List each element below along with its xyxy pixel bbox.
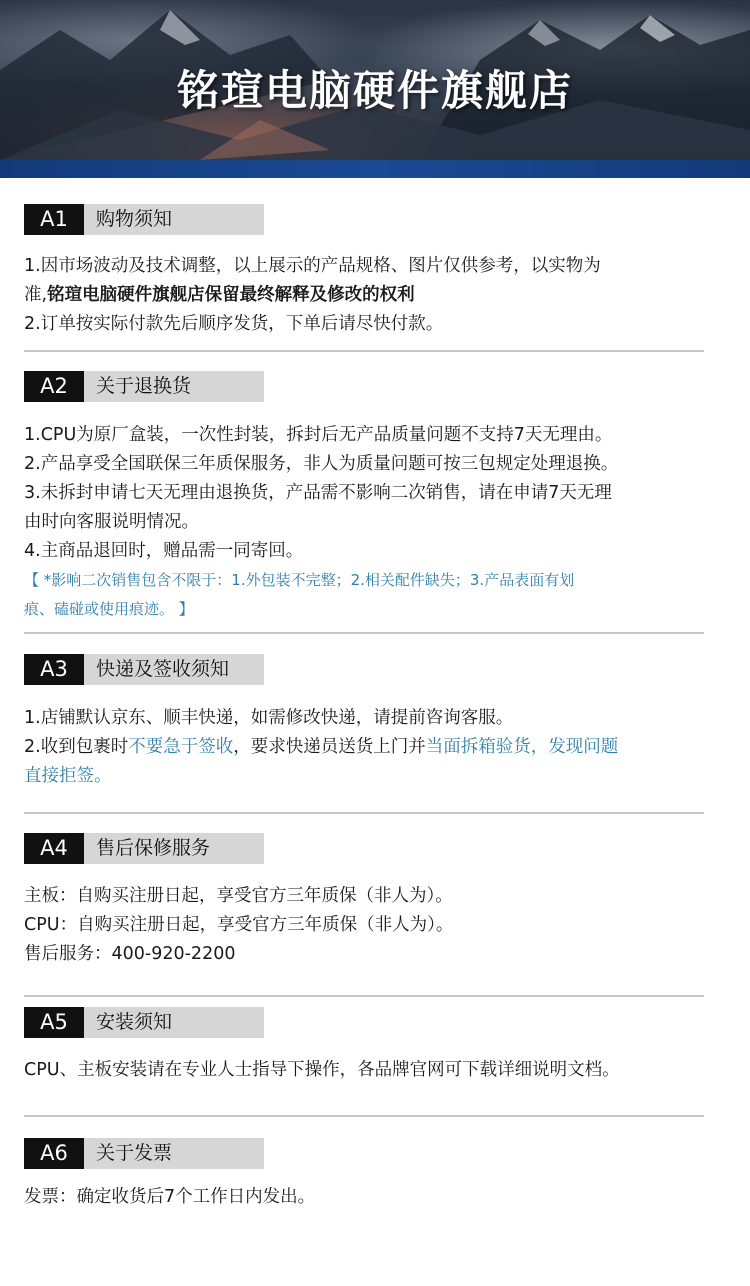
section-title: 购物须知 <box>84 204 264 235</box>
section-header <box>24 1138 264 1169</box>
section-code: A6 <box>24 1138 84 1169</box>
text-line: 1.CPU为原厂盒装，一次性封装，拆封后无产品质量问题不支持7天无理由。 <box>24 425 613 445</box>
text-line: 4.主商品退回时，赠品需一同寄回。 <box>24 541 304 561</box>
section-title: 快递及签收须知 <box>84 654 264 685</box>
section-returns <box>24 371 706 624</box>
section-title: 售后保修服务 <box>84 833 264 864</box>
section-code: A4 <box>24 833 84 864</box>
text-line: 主板：自购买注册日起，享受官方三年质保（非人为）。 <box>24 886 453 906</box>
section-divider <box>24 995 704 997</box>
section-divider <box>24 812 704 814</box>
text-line: 1.店铺默认京东、顺丰快递，如需修改快递，请提前咨询客服。 <box>24 708 514 728</box>
highlight-text: 直接拒签。 <box>24 766 112 786</box>
text-fragment: 准, <box>24 285 48 305</box>
text-line: 发票：确定收货后7个工作日内发出。 <box>24 1187 316 1207</box>
section-code: A5 <box>24 1007 84 1038</box>
section-warranty <box>24 833 706 969</box>
section-title: 安装须知 <box>84 1007 264 1038</box>
section-invoice <box>24 1138 706 1212</box>
text-line: 由时向客服说明情况。 <box>24 512 199 532</box>
text-line: 2.订单按实际付款先后顺序发货，下单后请尽快付款。 <box>24 314 444 334</box>
highlight-text: 当面拆箱验货，发现问题 <box>425 737 619 757</box>
section-delivery <box>24 654 706 791</box>
section-header <box>24 833 264 864</box>
text-line: CPU：自购买注册日起，享受官方三年质保（非人为）。 <box>24 915 454 935</box>
section-title: 关于发票 <box>84 1138 264 1169</box>
section-divider <box>24 1115 704 1117</box>
section-installation <box>24 1007 706 1085</box>
section-code: A3 <box>24 654 84 685</box>
service-phone: 售后服务：400-920-2200 <box>24 944 236 964</box>
section-header <box>24 1007 264 1038</box>
text-line <box>24 733 706 762</box>
header-accent-bar <box>0 160 750 178</box>
section-header <box>24 654 264 685</box>
bold-text-fragment: 铭瑄电脑硬件旗舰店保留最终解释及修改的权利 <box>47 285 415 305</box>
store-title: 铭瑄电脑硬件旗舰店 <box>176 66 573 115</box>
text-fragment: ，要求快递员送货上门并 <box>233 737 426 757</box>
text-line: 1.因市场波动及技术调整，以上展示的产品规格、图片仅供参考，以实物为 <box>24 256 601 276</box>
highlight-text: 不要急于签收 <box>128 737 234 757</box>
section-code: A1 <box>24 204 84 235</box>
header-banner <box>0 0 750 160</box>
section-divider <box>24 632 704 634</box>
note-line: 痕、磕碰或使用痕迹。 】 <box>24 600 194 618</box>
section-code: A2 <box>24 371 84 402</box>
section-header <box>24 371 264 402</box>
text-fragment: 2.收到包裹时 <box>24 737 129 757</box>
text-line: 2.产品享受全国联保三年质保服务，非人为质量问题可按三包规定处理退换。 <box>24 454 619 474</box>
section-title: 关于退换货 <box>84 371 264 402</box>
section-divider <box>24 350 704 352</box>
text-line: 3.未拆封申请七天无理由退换货，产品需不影响二次销售，请在申请7天无理 <box>24 483 612 503</box>
section-header <box>24 204 264 235</box>
note-line: 【 *影响二次销售包含不限于：1.外包装不完整；2.相关配件缺失；3.产品表面有划 <box>24 571 575 589</box>
text-line: CPU、主板安装请在专业人士指导下操作，各品牌官网可下载详细说明文档。 <box>24 1060 620 1080</box>
section-shopping-notice <box>24 204 706 339</box>
text-line <box>24 281 706 310</box>
